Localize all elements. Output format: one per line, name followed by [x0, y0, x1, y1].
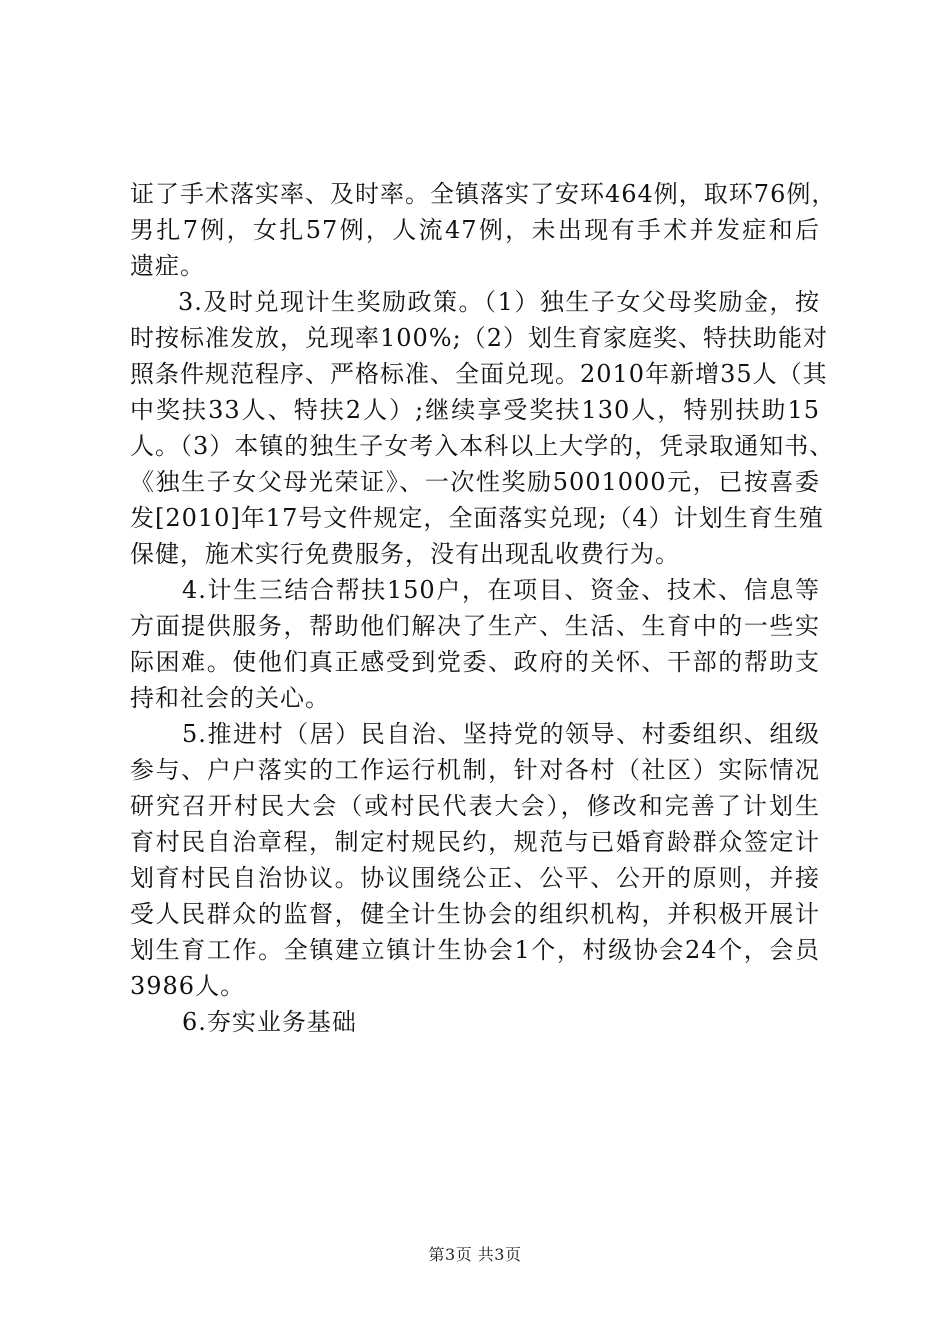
text-line: 划生育工作。全镇建立镇计生协会1个，村级协会24个，会员	[130, 936, 820, 964]
text-line: 照条件规范程序、严格标准、全面兑现。2010年新增35人（其	[130, 360, 828, 388]
text-line: 方面提供服务，帮助他们解决了生产、生活、生育中的一些实	[130, 612, 820, 640]
text-line: 参与、户户落实的工作运行机制，针对各村（社区）实际情况	[130, 756, 820, 784]
text-line: 育村民自治章程，制定村规民约，规范与已婚育龄群众签定计	[130, 828, 820, 856]
text-line: 际困难。使他们真正感受到党委、政府的关怀、干部的帮助支	[130, 648, 820, 676]
paragraph-6-heading-line: 6.夯实业务基础	[182, 1008, 357, 1036]
text-line: 证了手术落实率、及时率。全镇落实了安环464例，取环76例，	[130, 180, 837, 208]
text-line: 保健，施术实行免费服务，没有出现乱收费行为。	[130, 540, 680, 568]
text-line: 持和社会的关心。	[130, 684, 330, 712]
page-footer: 第3页 共3页	[428, 1245, 522, 1264]
text-line: 划育村民自治协议。协议围绕公正、公平、公开的原则，并接	[130, 864, 820, 892]
paragraph-3-heading-line: 3.及时兑现计生奖励政策。（1）独生子女父母奖励金，按	[178, 288, 820, 316]
text-line: 《独生子女父母光荣证》、一次性奖励5001000元，已按喜委	[130, 468, 820, 496]
text-line: 人。（3）本镇的独生子女考入本科以上大学的，凭录取通知书、	[130, 432, 835, 460]
text-line: 中奖扶33人、特扶2人）;继续享受奖扶130人，特别扶助15	[130, 396, 820, 424]
text-line: 发[2010]年17号文件规定，全面落实兑现;（4）计划生育生殖	[130, 504, 824, 532]
text-line: 研究召开村民大会（或村民代表大会），修改和完善了计划生	[130, 792, 820, 820]
paragraph-4-heading-line: 4.计生三结合帮扶150户，在项目、资金、技术、信息等	[182, 576, 820, 604]
paragraph-5-heading-line: 5.推进村（居）民自治、坚持党的领导、村委组织、组级	[182, 720, 820, 748]
text-line: 时按标准发放，兑现率100%;（2）划生育家庭奖、特扶助能对	[130, 324, 828, 352]
text-line: 3986人。	[130, 972, 246, 1000]
text-line: 受人民群众的监督，健全计生协会的组织机构，并积极开展计	[130, 900, 820, 928]
text-line: 男扎7例，女扎57例，人流47例，未出现有手术并发症和后	[130, 216, 820, 244]
text-line: 遗症。	[130, 252, 205, 280]
